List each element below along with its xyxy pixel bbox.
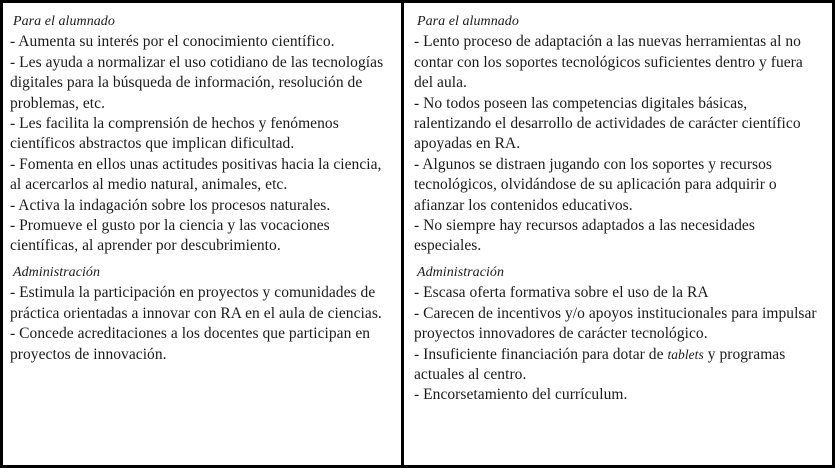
list-item: - Fomenta en ellos unas actitudes positivas hacia la ciencia, al acercarlos al medio natural, animales, etc. — [10, 155, 382, 194]
right-administration-section — [414, 263, 824, 406]
italic-term: tablets — [667, 346, 704, 362]
section-heading: Para el alumnado — [417, 14, 519, 29]
section-heading: Para el alumnado — [13, 14, 115, 29]
left-administration-section — [10, 263, 393, 365]
right-column — [404, 3, 832, 465]
list-item — [414, 345, 824, 386]
list-item-text: - Insuficiente financiación para dotar de — [414, 345, 668, 363]
list-item: - No todos poseen las competencias digitales básicas, ralentizando el desarrollo de actividades de carácter científico apoyadas en RA. — [414, 94, 801, 153]
right-students-section — [414, 12, 824, 257]
list-item: - No siempre hay recursos adaptados a las necesidades especiales. — [414, 217, 755, 255]
list-item: - Algunos se distraen jugando con los soportes y recursos tecnológicos, olvidándose de su aplicación para adquirir o afianzar los contenidos educativos. — [414, 155, 777, 214]
list-item: - Les ayuda a normalizar el uso cotidiano de las tecnologías digitales para la búsqueda de información, resolución de problemas, etc. — [10, 53, 384, 112]
left-students-section — [10, 12, 393, 257]
list-item: - Promueve el gusto por la ciencia y las vocaciones científicas, al aprender por descubrimiento. — [10, 217, 330, 255]
section-heading: Administración — [417, 264, 505, 280]
list-item-text: y programas actuales al centro. — [414, 345, 786, 383]
left-column — [3, 3, 404, 465]
list-item: - Encorsetamiento del currículum. — [414, 386, 628, 404]
list-item: - Concede acreditaciones a los docentes que participan en proyectos de innovación. — [10, 325, 371, 363]
list-item: - Estimula la participación en proyectos y comunidades de práctica orientadas a innovar con RA en el aula de ciencias. — [10, 284, 382, 322]
list-item: - Activa la indagación sobre los procesos naturales. — [10, 196, 331, 214]
list-item: - Lento proceso de adaptación a las nuevas herramientas al no contar con los soportes tecnológicos suficientes dentro y fuera del aula. — [414, 33, 803, 92]
list-item: - Escasa oferta formativa sobre el uso de la RA — [414, 284, 709, 302]
list-item: - Carecen de incentivos y/o apoyos institucionales para impulsar proyectos innovadores de carácter tecnológico. — [414, 304, 817, 343]
list-item: - Les facilita la comprensión de hechos y fenómenos científicos abstractos que implican dificultad. — [10, 115, 339, 153]
list-item: - Aumenta su interés por el conocimiento científico. — [10, 33, 335, 51]
section-heading: Administración — [13, 264, 101, 280]
